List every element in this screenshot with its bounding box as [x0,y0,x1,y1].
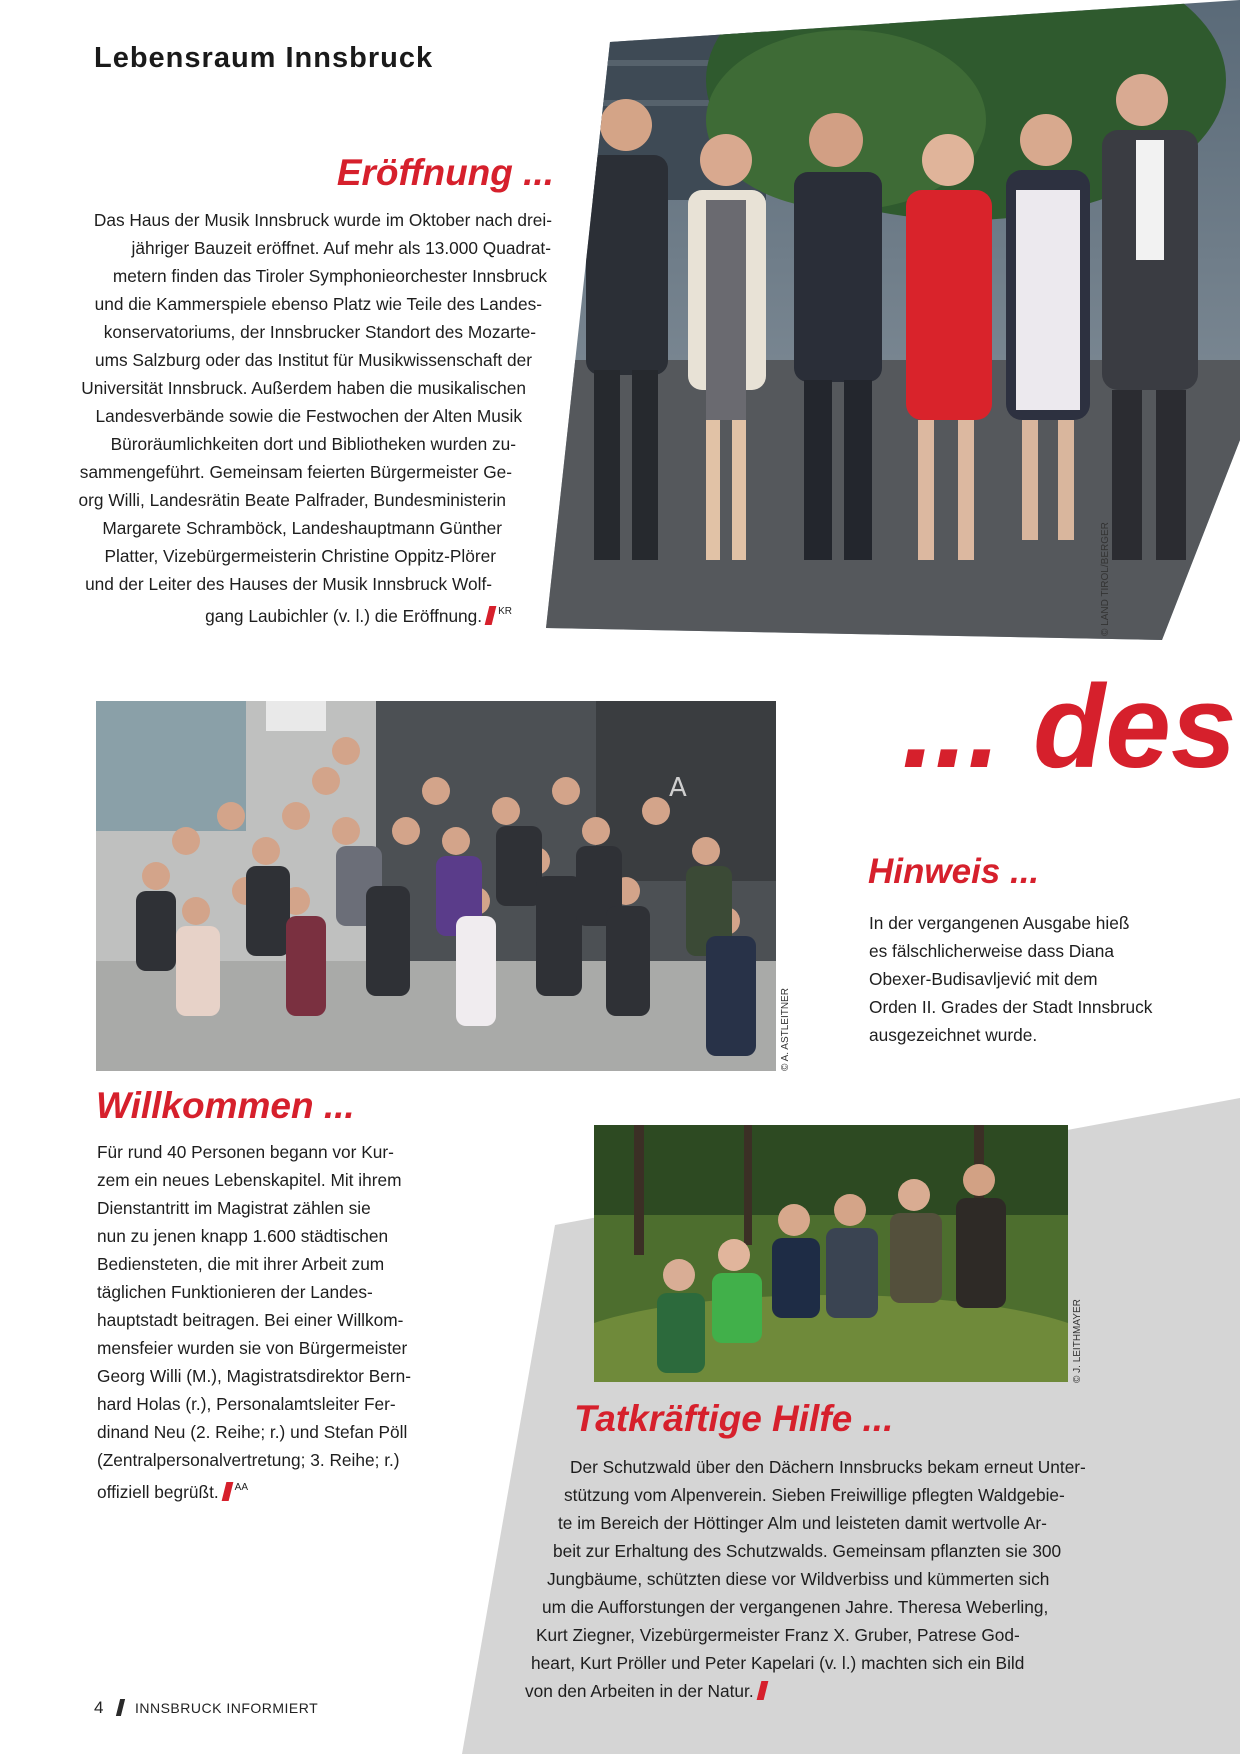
willkommen-last-line [97,1474,457,1506]
willkommen-line: zem ein neues Lebenskapitel. Mit ihrem [97,1170,402,1190]
eroeffnung-line: Universität Innsbruck. Außerdem haben die musikalischen [81,378,526,398]
page-footer [94,1698,318,1718]
hilfe-line: Der Schutzwald über den Dächern Innsbrucks bekam erneut Unter- [570,1457,1086,1477]
hilfe-line: stützung vom Alpenverein. Sieben Freiwillige pflegten Waldgebie- [564,1485,1065,1505]
willkommen-line: täglichen Funktionieren der Landes- [97,1282,373,1302]
hilfe-line: von den Arbeiten in der Natur. [525,1681,754,1701]
eroeffnung-line: Platter, Vizebürgermeisterin Christine Oppitz-Plörer [104,546,496,566]
eroeffnung-line: org Willi, Landesrätin Beate Palfrader, Bundesministerin [78,490,506,510]
eroeffnung-line: Büroräumlichkeiten dort und Bibliotheken wurden zu- [110,434,516,454]
eroeffnung-body [32,206,552,630]
footer-mark-icon [116,1699,125,1716]
eroeffnung-line: Margarete Schramböck, Landeshauptmann Günther [102,518,502,538]
hinweis-line: In der vergangenen Ausgabe hieß [869,913,1130,933]
willkommen-photo [96,701,776,1071]
willkommen-headline: Willkommen ... [96,1085,355,1126]
eroeffnung-line: metern finden das Tiroler Symphonieorchester Innsbruck [112,266,547,286]
eroeffnung-line: Landesverbände sowie die Festwochen der Alten Musik [95,406,522,426]
hilfe-body [520,1453,1140,1705]
hilfe-line: heart, Kurt Pröller und Peter Kapelari (v. l.) machten sich ein Bild [531,1653,1025,1673]
willkommen-line: Bediensteten, die mit ihrer Arbeit zum [97,1254,385,1274]
end-mark-icon [485,606,497,625]
eroeffnung-author-initials: KR [498,606,512,617]
publication-name: INNSBRUCK INFORMIERT [134,1700,319,1716]
hilfe-line: beit zur Erhaltung des Schutzwalds. Gemeinsam pflanzten sie 300 [553,1541,1062,1561]
hilfe-photo-credit: © J. LEITHMAYER [1072,1299,1083,1383]
end-mark-icon [756,1681,768,1700]
hinweis-body [869,909,1209,1049]
hilfe-last-line [520,1677,1140,1705]
willkommen-body [97,1138,457,1506]
eroeffnung-line: und der Leiter des Hauses der Musik Innsbruck Wolf- [85,574,492,594]
hilfe-headline: Tatkräftige Hilfe ... [574,1398,894,1439]
eroeffnung-photo [546,0,1240,640]
eroeffnung-photo-credit: © LAND TIROL/BERGER [1100,522,1111,636]
hinweis-line: Obexer-Budisavljević mit dem [869,969,1098,989]
hilfe-line: um die Aufforstungen der vergangenen Jahre. Theresa Weberling, [542,1597,1049,1617]
willkommen-line: Georg Willi (M.), Magistratsdirektor Bern- [97,1366,411,1386]
hilfe-photo [594,1125,1068,1382]
eroeffnung-headline: Eröffnung ... [336,152,554,193]
hilfe-line: te im Bereich der Höttinger Alm und leisteten damit wertvolle Ar- [558,1513,1047,1533]
hinweis-line: Orden II. Grades der Stadt Innsbruck [869,997,1153,1017]
eroeffnung-last-line [32,598,552,630]
hilfe-line: Kurt Ziegner, Vizebürgermeister Franz X. Gruber, Patrese God- [536,1625,1020,1645]
eroeffnung-line: gang Laubichler (v. l.) die Eröffnung. [205,606,483,626]
willkommen-line: nun zu jenen knapp 1.600 städtischen [97,1226,389,1246]
hinweis-line: es fälschlicherweise dass Diana [869,941,1114,961]
eroeffnung-line: jähriger Bauzeit eröffnet. Auf mehr als 13.000 Quadrat- [131,238,551,258]
hinweis-line: ausgezeichnet wurde. [869,1025,1038,1045]
willkommen-line: (Zentralpersonalvertretung; 3. Reihe; r.) [97,1450,400,1470]
willkommen-line: mensfeier wurden sie von Bürgermeister [97,1338,408,1358]
hinweis-headline: Hinweis ... [868,852,1040,891]
willkommen-line: hauptstadt beitragen. Bei einer Willkom- [97,1310,404,1330]
eroeffnung-line: Das Haus der Musik Innsbruck wurde im Oktober nach drei- [93,210,552,230]
willkommen-line: offiziell begrüßt. [97,1482,219,1502]
end-mark-icon [221,1482,233,1501]
eroeffnung-line: und die Kammerspiele ebenso Platz wie Teile des Landes- [94,294,542,314]
hilfe-line: Jungbäume, schützten diese vor Wildverbiss und kümmerten sich [547,1569,1050,1589]
willkommen-line: dinand Neu (2. Reihe; r.) und Stefan Pöll [97,1422,408,1442]
willkommen-line: hard Holas (r.), Personalamtsleiter Fer- [97,1394,396,1414]
photo-sign-letter: A [669,773,687,803]
section-title: Lebensraum Innsbruck [94,42,434,74]
page-number: 4 [94,1698,104,1717]
eroeffnung-line: sammengeführt. Gemeinsam feierten Bürgermeister Ge- [79,462,512,482]
willkommen-author-initials: AA [234,1482,249,1493]
big-continuation-word: ... des [902,661,1237,793]
willkommen-photo-credit: © A. ASTLEITNER [780,988,791,1071]
willkommen-line: Für rund 40 Personen begann vor Kur- [97,1142,394,1162]
eroeffnung-line: konservatoriums, der Innsbrucker Standort des Mozarte- [103,322,536,342]
willkommen-line: Dienstantritt im Magistrat zählen sie [97,1198,371,1218]
eroeffnung-line: ums Salzburg oder das Institut für Musikwissenschaft der [94,350,532,370]
